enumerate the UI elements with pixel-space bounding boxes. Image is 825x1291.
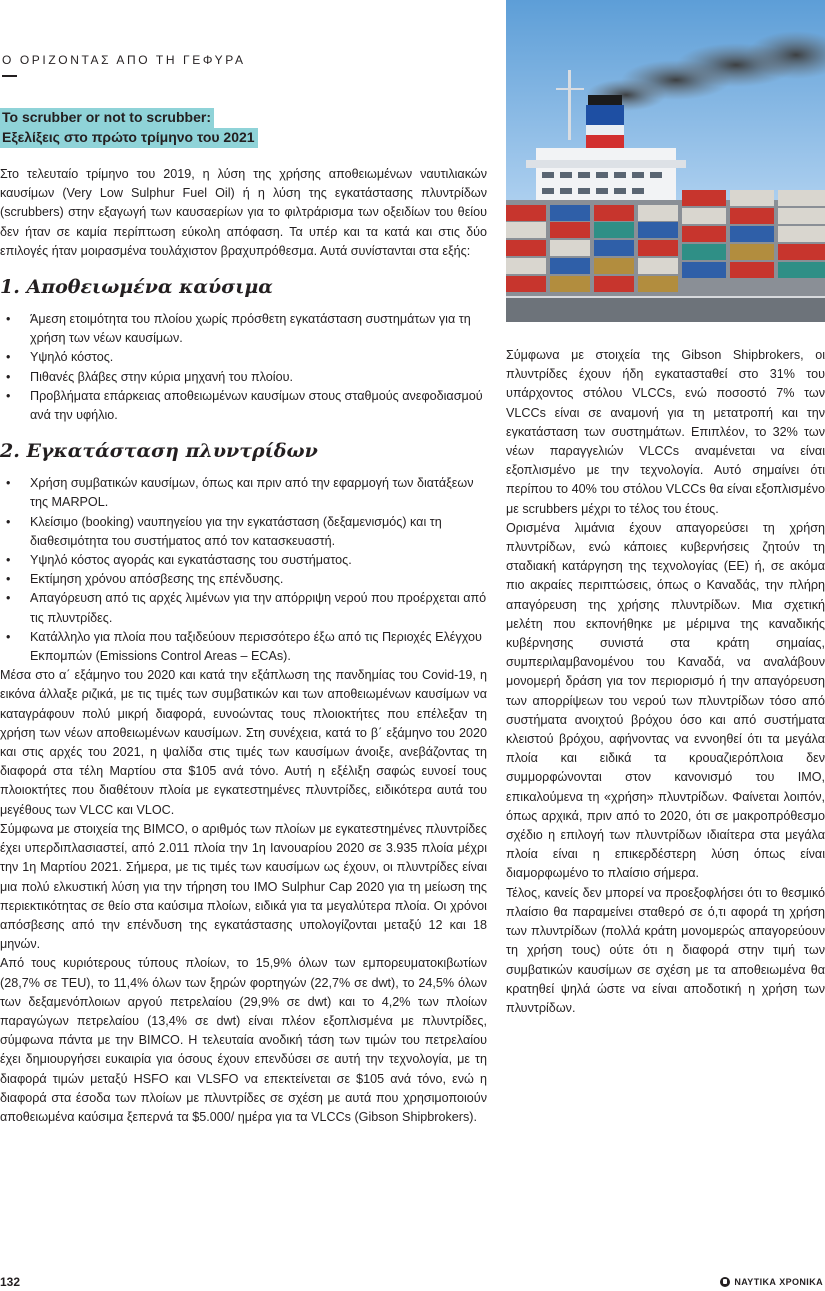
left-column bbox=[0, 165, 487, 1127]
ship-photo bbox=[506, 0, 825, 322]
section-2-heading: 2. Εγκατάσταση πλυντρίδων bbox=[0, 440, 318, 463]
body-paragraph: Ορισμένα λιμάνια έχουν απαγορεύσει τη χρήση πλυντρίδων, ενώ κάποιες κυβερνήσεις ζητούν τη σταδιακή κατάργηση της τεχνολογίας (ΕΕ) ή, σε ακόμα πιο ακραίες περιπτώσεις, όπως ο Καναδάς, την πλήρη απαγόρευση της χρήσης πλυντρίδων. Μια σχετική μελέτη που εκπονήθηκε με μέριμνα της καναδικής κυβέρνησης συνιστά στα κράτη σημαίας, συμπεριλαμβανομένου του Καναδά, να αναλάβουν μονομερή δράση για τον περιορισμό ή την απαγόρευση των απορρίψεων του νερού των πλυντρίδων τόσο από συστήματα ανοιχτού βρόχου όσο και από συστήματα κλειστού βρόχου, αφήνοντας να εννοηθεί ότι τα μεγάλα πλοία και ειδικά τα κρουαζιερόπλοια δεν συμμορφώνονται στον κανονισμό του IMO, επικαλούμενα τη «χρήση» πλυντρίδων. Φαίνεται λοιπόν, όπως αρχικά, πριν από το 2020, ότι σε μακροπρόθεσμο σχέδιο η επιλογή των πλυντρίδων ιδιαίτερα στα μεγάλα πλοία είναι η επικερδέστερη λύση όπως είναι διαμορφωμένο το πλαίσιο σήμερα. bbox=[506, 520, 825, 881]
section-1-heading: 1. Αποθειωμένα καύσιμα bbox=[0, 276, 273, 299]
magazine-name-label: ΝΑΥΤΙΚΑ ΧΡΟΝΙΚΑ bbox=[734, 1277, 823, 1287]
article-title bbox=[0, 108, 258, 148]
body-paragraph: Τέλος, κανείς δεν μπορεί να προεξοφλήσει ότι το θεσμικό πλαίσιο θα παραμείνει σταθερό σε ό,τι αφορά τη χρήση των πλυντρίδων (πολλά κράτη μονομερώς απαγορεύουν τη χρήση τους) ούτε ότι η διαφορά στην τιμή των συμβατικών καυσίμων σε σχέση με τα αποθειωμένα θα κρατηθεί ψηλά ώστε να είναι αποδοτική η χρήση των πλυντρίδων. bbox=[506, 885, 825, 1015]
body-paragraph: Σύμφωνα με στοιχεία της Gibson Shipbrokers, οι πλυντρίδες έχουν ήδη εγκατασταθεί στο 31% του υπάρχοντος στόλου VLCCs, ενώ ποσοστό 7% των VLCCs είναι σε αναμονή για τη μετατροπή και την εγκατάσταση των συστημάτων. Επιπλέον, το 32% των νέων παραγγελιών VLCCs αναμένεται να είναι εξοπλισμένο με την τεχνολογία. Αυτό σημαίνει ότι περίπου το 40% του στόλου VLCCs θα είναι εξοπλισμένο με scrubbers μέχρι το τέλος του έτους. bbox=[506, 348, 825, 516]
list-item: • Εκτίμηση χρόνου απόσβεσης της επένδυσης. bbox=[0, 570, 487, 589]
section-label: Ο ΟΡΙΖΟΝΤΑΣ ΑΠΟ ΤΗ ΓΕΦΥΡΑ bbox=[2, 53, 246, 67]
list-item: • Κατάλληλο για πλοία που ταξιδεύουν περισσότερο έξω από τις Περιοχές Ελέγχου Εκπομπών (Emissions Control Areas – ECAs). bbox=[0, 628, 487, 666]
list-item: • Πιθανές βλάβες στην κύρια μηχανή του πλοίου. bbox=[0, 368, 487, 387]
list-item: • Υψηλό κόστος αγοράς και εγκατάστασης του συστήματος. bbox=[0, 551, 487, 570]
section-rule bbox=[2, 75, 17, 77]
magazine-name bbox=[720, 1277, 823, 1287]
intro-paragraph: Στο τελευταίο τρίμηνο του 2019, η λύση της χρήσης αποθειωμένων ναυτιλιακών καυσίμων (Very Low Sulphur Fuel Oil) ή η λύση της εγκατάστασης πλυντρίδων (scrubbers) στην εξαγωγή των καυσαερίων για το φιλτράρισμα των οξειδίων του θείου δεν ήταν σε καμία περίπτωση εύκολη απόφαση. Τα υπέρ και τα κατά και στις δύο επιλογές ήταν μοιρασμένα τουλάχιστον βραχυπρόθεσμα. Αυτά συνίστανται στα εξής: bbox=[0, 167, 487, 258]
body-paragraph: Μέσα στο α΄ εξάμηνο του 2020 και κατά την εξάπλωση της πανδημίας του Covid-19, η εικόνα άλλαξε ριζικά, με τις τιμές των συμβατικών και των αποθειωμένων καυσίμων να καταγράφουν πολύ μικρή διαφορά, ευνοώντας τους πλοιοκτήτες που επέλεξαν τη χρήση των νέων αποθειωμένων καυσίμων. Στη συνέχεια, κατά το β΄ εξάμηνο του 2020 και στις αρχές του 2021, η ψαλίδα στις τιμές των καυσίμων άνοιξε, ανεβάζοντας τη διαφορά στα τέλη Μαρτίου στα $105 ανά τόνο. Αυτή η εξέλιξη σαφώς ευνοεί τους πλοιοκτήτες που διαθέτουν πλοία με εγκατεστημένες πλυντρίδες, ειδικότερα αυτά του μεγέθους των VLCC και VLOC. bbox=[0, 668, 487, 817]
page-number: 132 bbox=[0, 1275, 21, 1289]
list-item: • Άμεση ετοιμότητα του πλοίου χωρίς πρόσθετη εγκατάσταση συστημάτων για τη χρήση των νέων καυσίμων. bbox=[0, 310, 487, 348]
list-item: • Κλείσιμο (booking) ναυπηγείου για την εγκατάσταση (δεξαμενισμός) και τη διαθεσιμότητα του συστήματος από τον κατασκευαστή. bbox=[0, 513, 487, 551]
section-2-list bbox=[0, 474, 487, 666]
article-title-line-1: To scrubber or not to scrubber: bbox=[0, 108, 214, 128]
section-1-list bbox=[0, 310, 487, 425]
list-item: • Υψηλό κόστος. bbox=[0, 348, 487, 367]
list-item: • Απαγόρευση από τις αρχές λιμένων για την απόρριψη νερού που προέρχεται από τις πλυντρίδες. bbox=[0, 589, 487, 627]
article-title-line-2: Εξελίξεις στο πρώτο τρίμηνο του 2021 bbox=[0, 128, 258, 148]
right-column bbox=[506, 346, 825, 1018]
magazine-logo-icon bbox=[720, 1277, 730, 1287]
body-paragraph: Σύμφωνα με στοιχεία της BIMCO, ο αριθμός των πλοίων με εγκατεστημένες πλυντρίδες έχει υπερδιπλασιαστεί, από 2.011 πλοία την 1η Ιανουαρίου 2020 σε 3.935 πλοία μέχρι την 1η Μαρτίου 2021. Σήμερα, με τις τιμές των καυσίμων ως έχουν, οι πλυντρίδες είναι μια πολύ ελκυστική λύση για την τήρηση του IMO Sulphur Cap 2020 για τη μείωση της περιεκτικότητας σε θείο στα καύσιμα πλοίων, ειδικά για τα μεγαλύτερα πλοία. Οι χρόνοι απόσβεσης από την επένδυση της εγκατάστασης υπολογίζονται μεταξύ 12 και 18 μηνών. bbox=[0, 821, 487, 952]
list-item: • Χρήση συμβατικών καυσίμων, όπως και πριν από την εφαρμογή των διατάξεων της MARPOL. bbox=[0, 474, 487, 512]
body-paragraph: Από τους κυριότερους τύπους πλοίων, το 15,9% όλων των εμπορευματοκιβωτίων (28,7% σε TEU), το 11,4% όλων των ξηρών φορτηγών (22,7% σε dwt), το 24,5% όλων των δεξαμενόπλοιων αργού πετρελαίου (29,9% σε dwt) και το 4,2% των πλοίων παραγώγων πετρελαίου (13,4% σε dwt) είναι πλέον εξοπλισμένα με πλυντρίδες, σύμφωνα πάντα με την BIMCO. Η τελευταία ανοδική τάση των τιμών του πετρελαίου έχει δημιουργήσει ευκαιρία για όσους έχουν επενδύσει σε αυτή την τεχνολογία, με τη διαφορά τιμών μεταξύ HSFO και VLSFO να επεκτείνεται σε $105 ανά τόνο, ενώ η διαφορά στα έσοδα των πλοίων με πλυντρίδες σε σχέση με αυτά που χρησιμοποιούν αποθειωμένα καύσιμα ξεπερνά τα $5.000/ ημέρα για τα VLCCs (Gibson Shipbrokers). bbox=[0, 956, 487, 1124]
list-item: • Προβλήματα επάρκειας αποθειωμένων καυσίμων στους σταθμούς ανεφοδιασμού ανά την υφήλιο. bbox=[0, 387, 487, 425]
